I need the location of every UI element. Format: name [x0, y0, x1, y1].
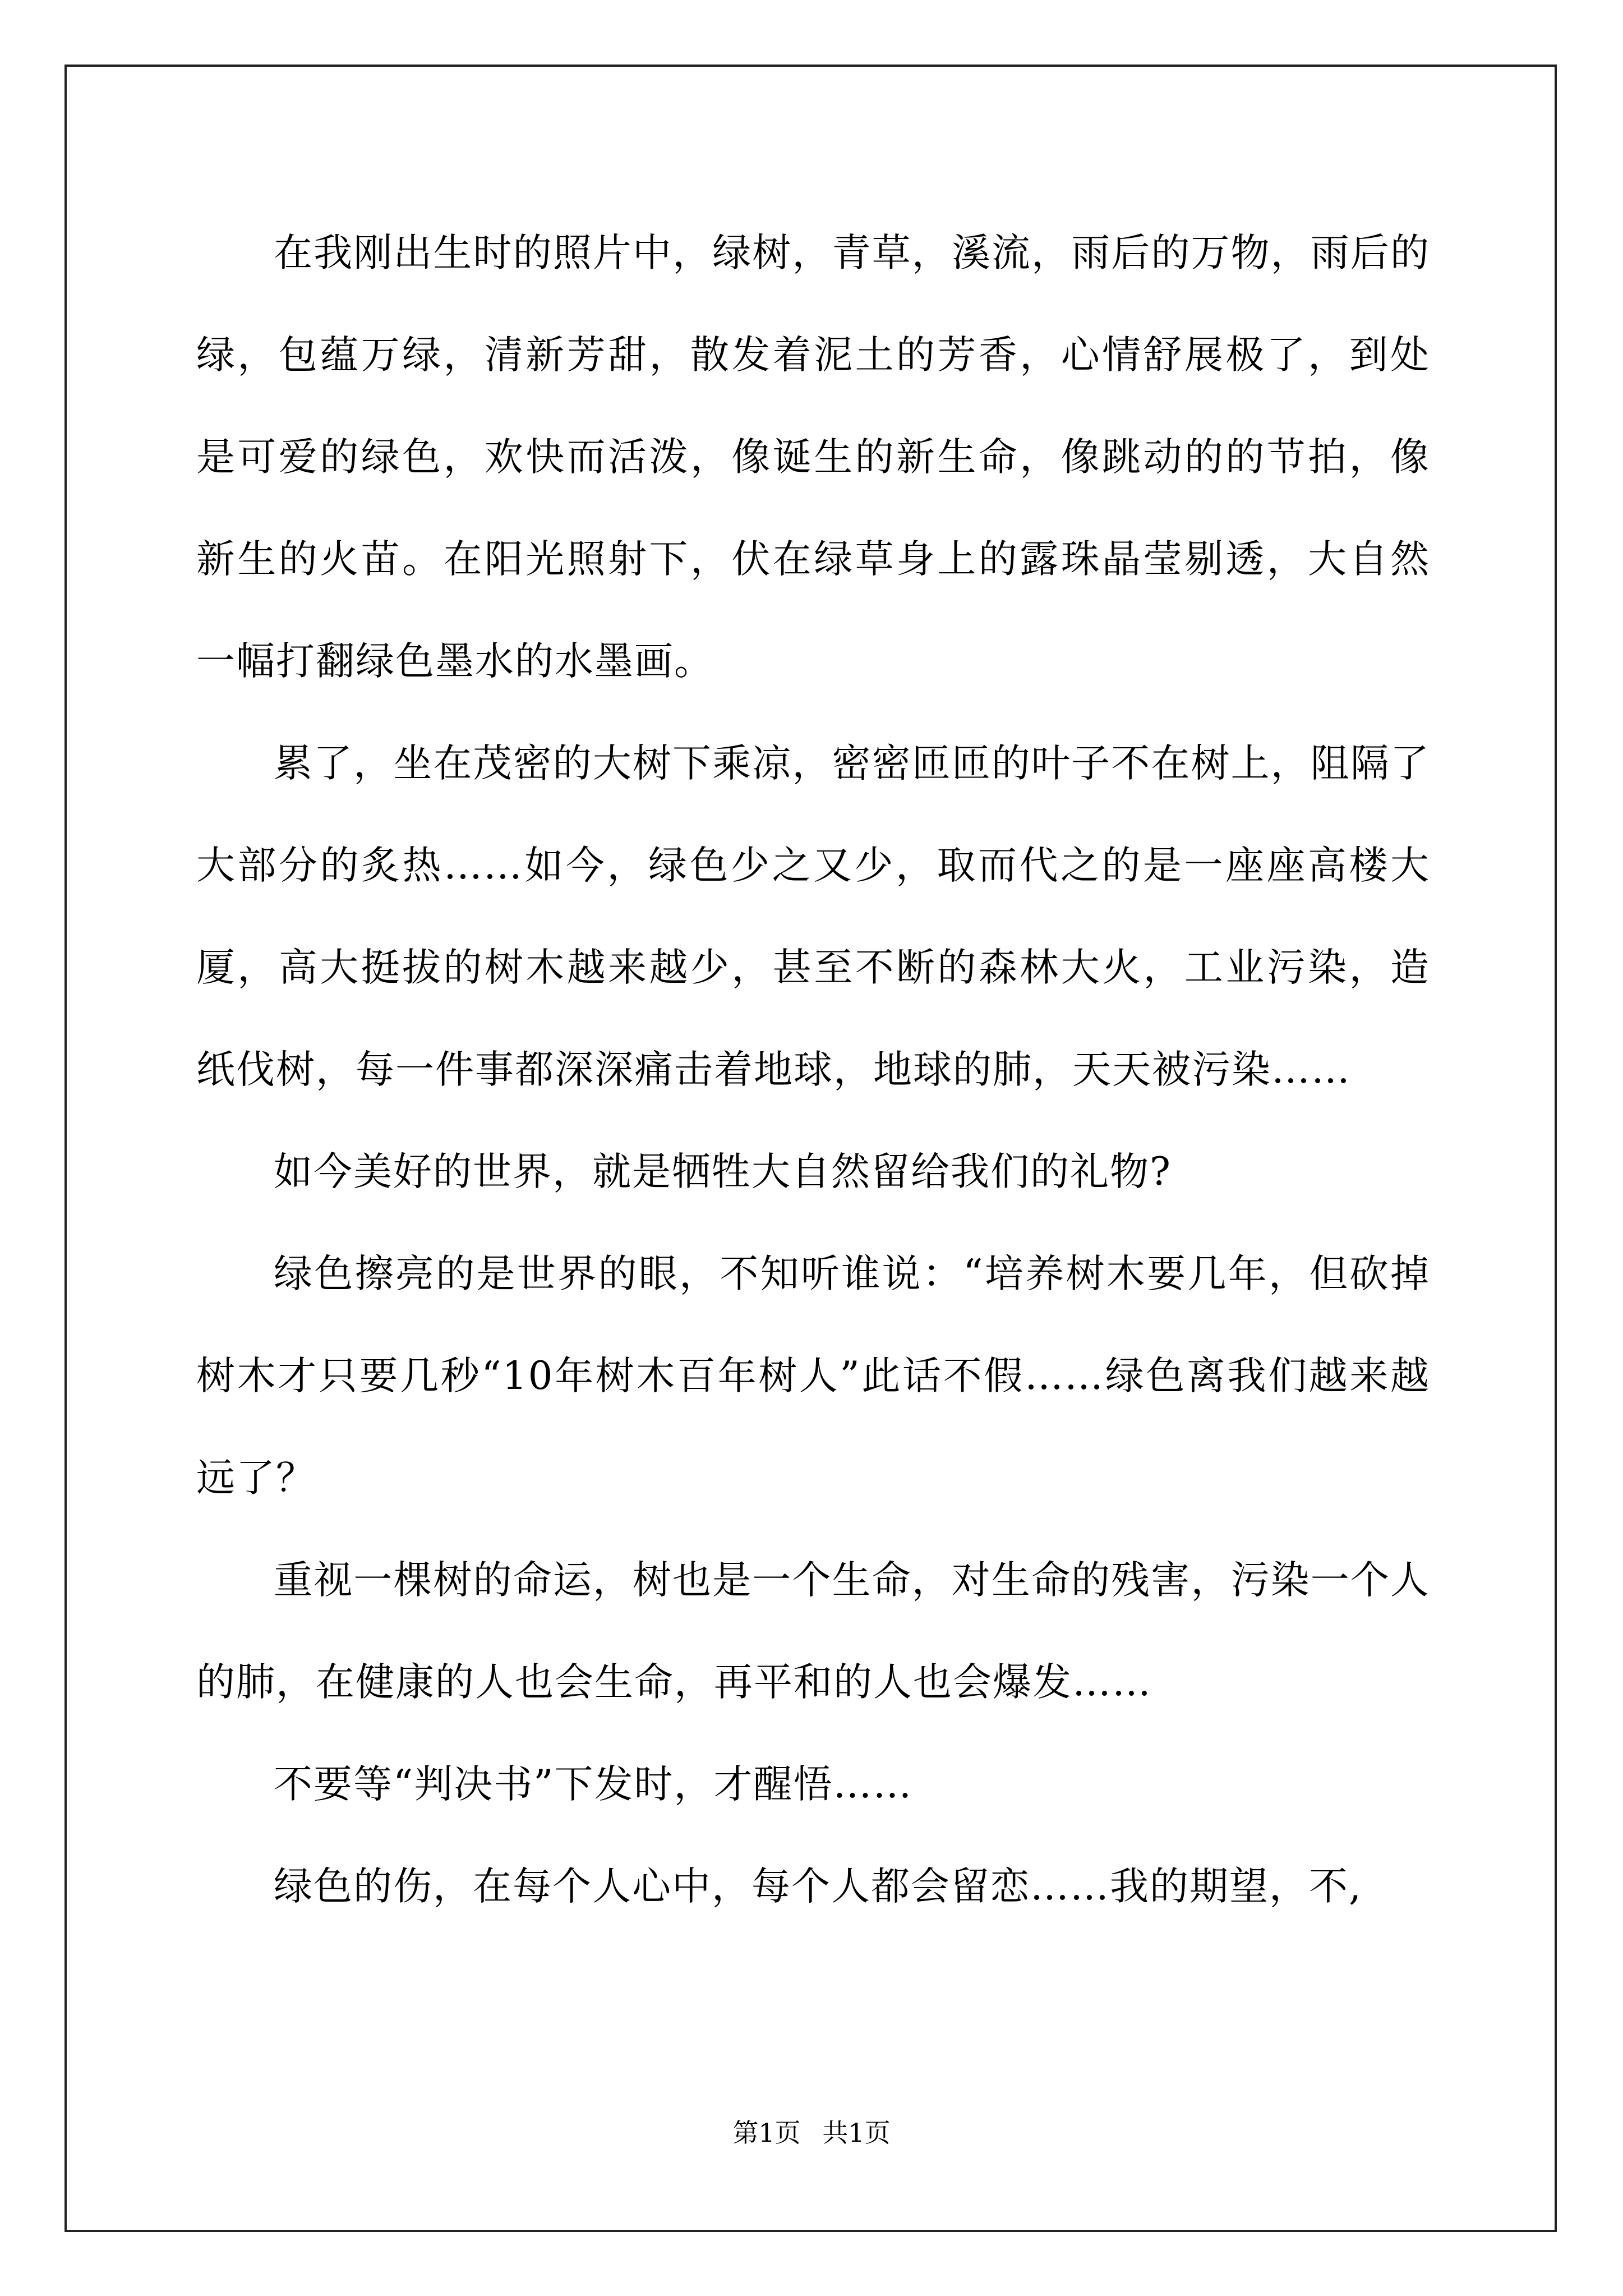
document-body: [196, 202, 1430, 1938]
paragraph-5: 重视一棵树的命运，树也是一个生命，对生命的残害，污染一个人的肺，在健康的人也会生命，再平和的人也会爆发……: [196, 1558, 1430, 1705]
paragraph-3: 如今美好的世界，就是牺牲大自然留给我们的礼物?: [274, 1149, 1172, 1194]
page-number-current: 第1页: [732, 2118, 801, 2148]
paragraph-2: 累了，坐在茂密的大树下乘凉，密密匝匝的叶子不在树上，阻隔了大部分的炙热……如今，绿色少之又少，取而代之的是一座座高楼大厦，高大挺拔的树木越来越少，甚至不断的森林大火，工业污染，造纸伐树，每一件事都深深痛击着地球，地球的肺，天天被污染……: [196, 741, 1430, 1092]
paragraph-6: 不要等“判决书”下发时，才醒悟……: [274, 1762, 913, 1807]
paragraph-4: 绿色擦亮的是世界的眼，不知听谁说：“培养树木要几年，但砍掉树木才只要几秒“10年树木百年树人”此话不假……绿色离我们越来越远了？: [196, 1251, 1430, 1501]
paragraph-1: 在我刚出生时的照片中，绿树，青草，溪流，雨后的万物，雨后的绿，包蕴万绿，清新芳甜，散发着泥土的芳香，心情舒展极了，到处是可爱的绿色，欢快而活泼，像诞生的新生命，像跳动的的节拍，像新生的火苗。在阳光照射下，伏在绿草身上的露珠晶莹剔透，大自然一幅打翻绿色墨水的水墨画。: [196, 231, 1430, 684]
page-number-total: 共1页: [822, 2118, 891, 2148]
paragraph-7: 绿色的伤，在每个人心中，每个人都会留恋……我的期望，不,: [274, 1864, 1362, 1909]
page-footer: [0, 2116, 1623, 2150]
